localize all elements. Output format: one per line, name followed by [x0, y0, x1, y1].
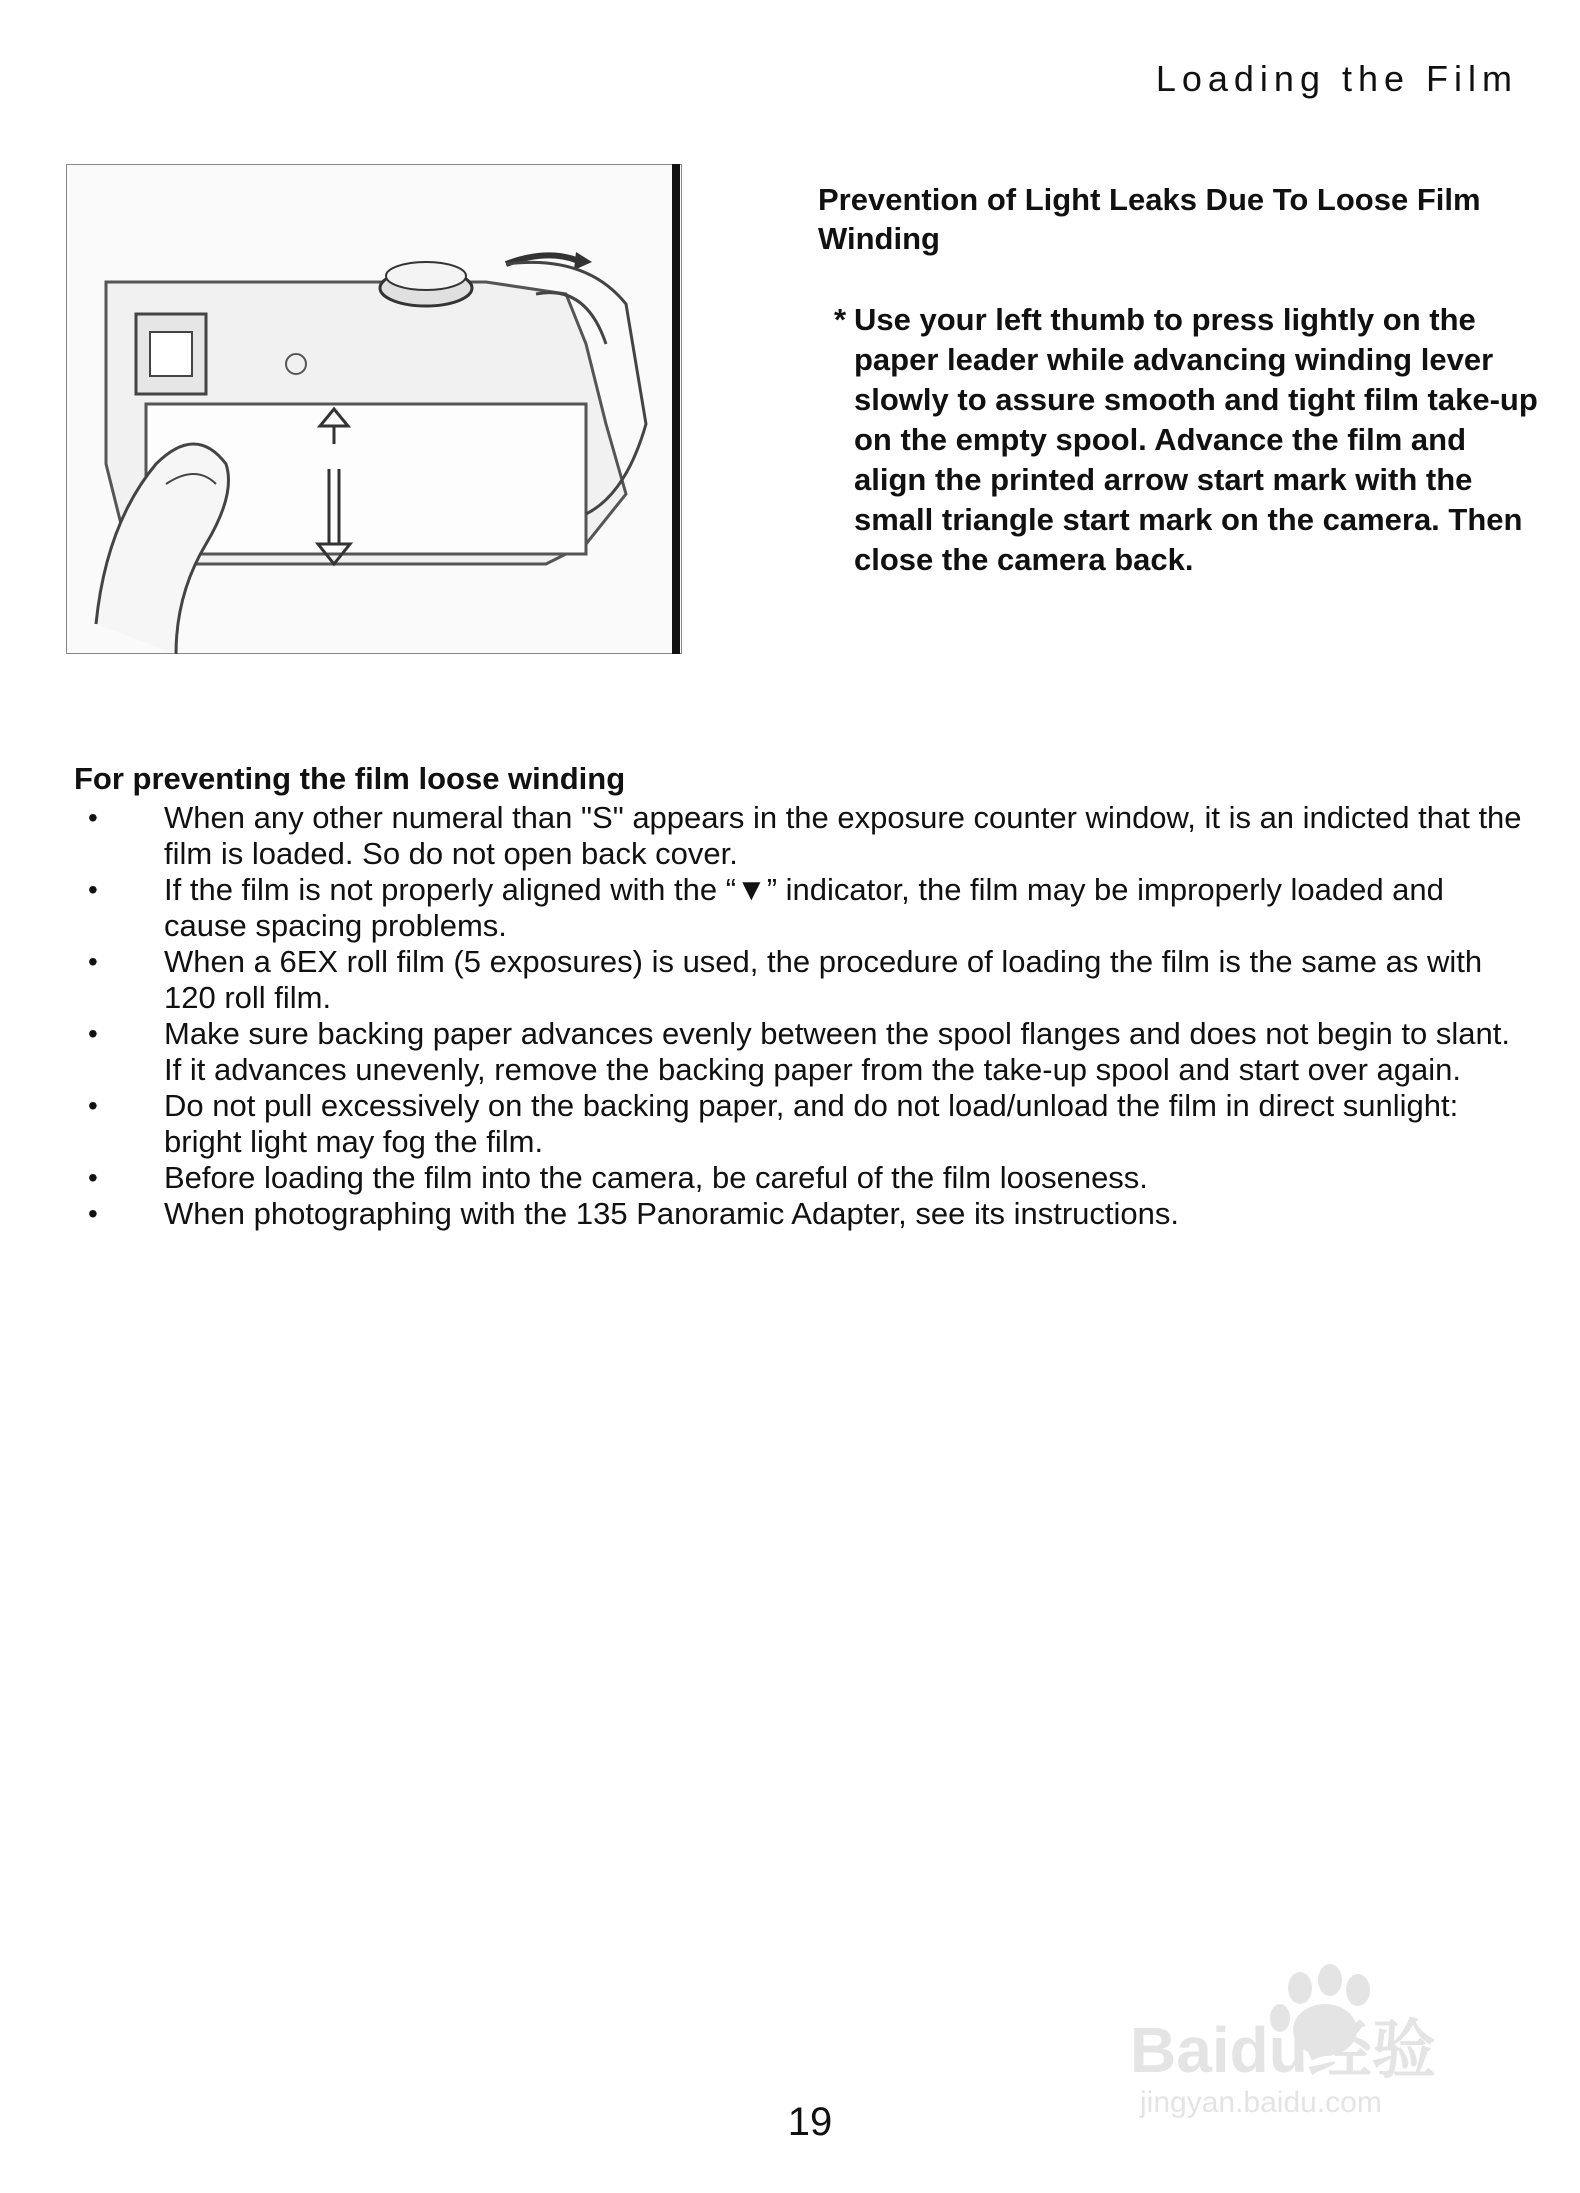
note-text: Use your left thumb to press lightly on the paper leader while advancing winding lever slowly to assure smooth and tight film take-up on the empty spool. Advance the film and align the printed arrow start mark with the small triangle start mark on the camera. Then close the camera back. [854, 302, 1538, 577]
watermark-brand: Baidu经验 [1130, 2014, 1436, 2086]
light-leak-prevention-title: Prevention of Light Leaks Due To Loose Film Winding [818, 182, 1481, 256]
note-asterisk: * [834, 302, 847, 337]
bullet-item [74, 944, 1534, 1016]
thumb-instruction-note [834, 300, 1540, 580]
bullet-item [74, 800, 1534, 872]
bullet-dot: • [88, 1018, 98, 1049]
camera-film-loading-illustration [66, 164, 682, 654]
bullet-dot: • [88, 802, 98, 833]
bullet-item [74, 1088, 1534, 1160]
bullet-dot: • [88, 1162, 98, 1193]
baidu-jingyan-watermark [1120, 1960, 1500, 2120]
bullet-text: Make sure backing paper advances evenly between the spool flanges and does not begin to slant. If it advances unevenly, remove the backing paper from the take-up spool and start over again. [164, 1016, 1510, 1087]
page-header-title: Loading the Film [1155, 58, 1518, 99]
bullet-dot: • [88, 946, 98, 977]
loose-winding-section-title: For preventing the film loose winding [74, 761, 626, 796]
bullet-dot: • [88, 1198, 98, 1229]
watermark-url: jingyan.baidu.com [1140, 2086, 1382, 2119]
bullet-item [74, 872, 1534, 944]
bullet-item [74, 1016, 1534, 1088]
bullet-item [74, 1196, 1534, 1232]
bullet-text: When any other numeral than "S" appears in the exposure counter window, it is an indicted that the film is loaded. So do not open back cover. [164, 800, 1522, 871]
bullet-dot: • [88, 1090, 98, 1121]
bullet-text: When a 6EX roll film (5 exposures) is used, the procedure of loading the film is the same as with 120 roll film. [164, 944, 1483, 1015]
bullet-text: Before loading the film into the camera, be careful of the film looseness. [164, 1160, 1148, 1195]
bullet-dot: • [88, 874, 98, 905]
bullet-text: If the film is not properly aligned with the “▼” indicator, the film may be improperly loaded and cause spacing problems. [164, 872, 1444, 943]
bullet-item [74, 1160, 1534, 1196]
loose-winding-bullet-list [74, 800, 1534, 1232]
bullet-text: Do not pull excessively on the backing paper, and do not load/unload the film in direct sunlight: bright light may fog the film. [164, 1088, 1459, 1159]
page-number: 19 [787, 2100, 833, 2144]
bullet-text: When photographing with the 135 Panoramic Adapter, see its instructions. [164, 1196, 1179, 1231]
